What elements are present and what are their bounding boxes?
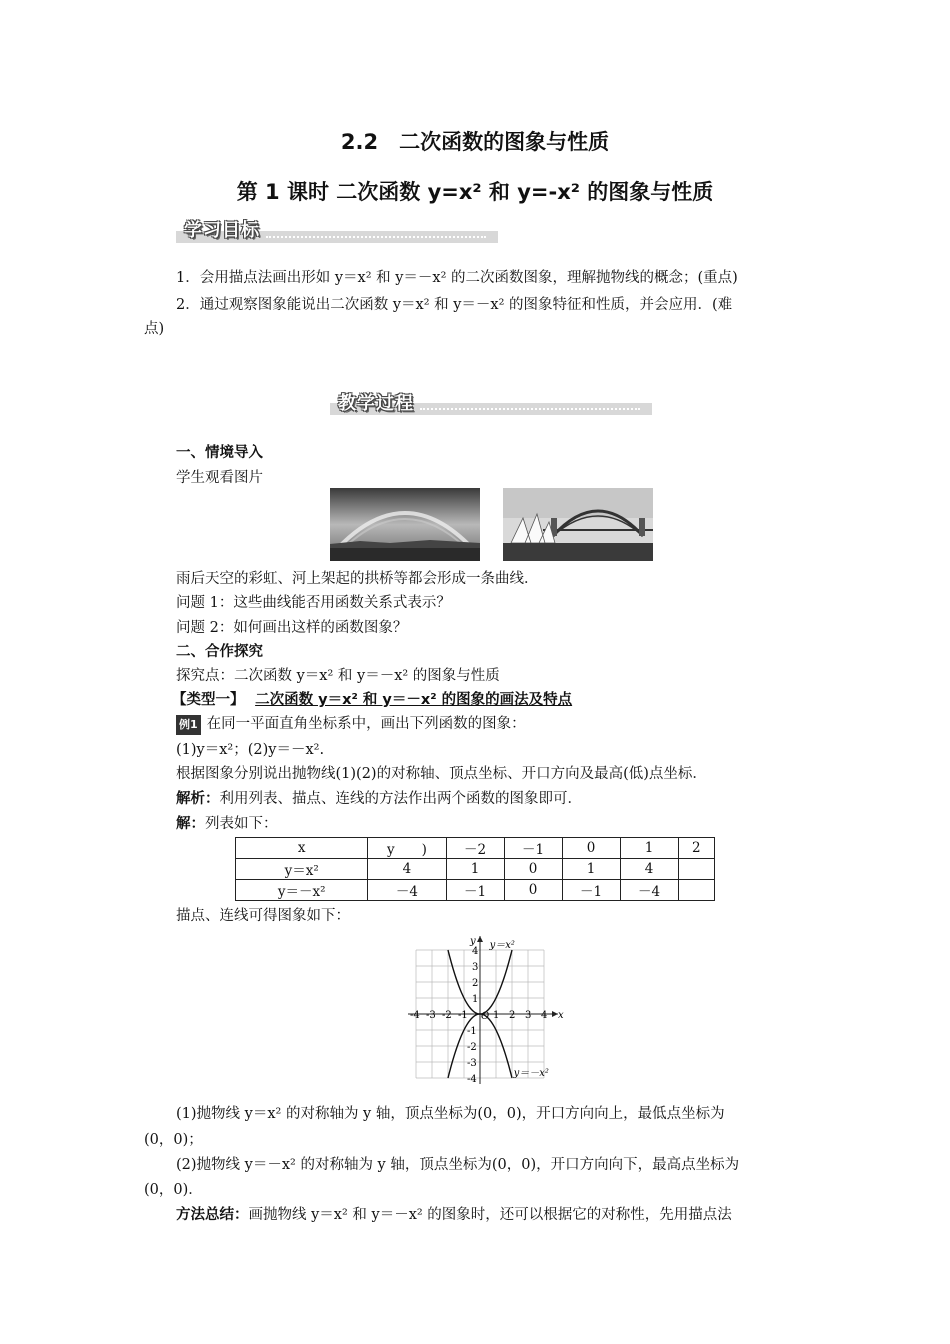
objective-1: 1．会用描点法画出形如 y＝x² 和 y＝－x² 的二次函数图象，理解抛物线的概念；(重点)	[176, 270, 738, 286]
bridge-photo	[503, 488, 653, 561]
badge-dots	[420, 408, 640, 410]
x-tick-label: 4	[541, 1010, 548, 1021]
answer-1: (1)抛物线 y＝x² 的对称轴为 y 轴，顶点坐标为(0，0)，开口方向向上，最低点坐标为	[176, 1106, 725, 1122]
y-tick-label: -4	[467, 1074, 477, 1085]
table-cell: －1	[562, 880, 620, 901]
curve-label-upper: y＝x²	[489, 940, 515, 951]
table-cell: －1	[504, 838, 562, 859]
table-header-row	[236, 838, 715, 859]
x-tick-label: 3	[525, 1010, 532, 1021]
method-label: 方法总结：	[176, 1207, 249, 1223]
explore-point: 探究点：二次函数 y＝x² 和 y＝－x² 的图象与性质	[176, 668, 500, 684]
plot-intro: 描点、连线可得图象如下：	[176, 908, 350, 924]
origin-label: O	[481, 1011, 490, 1022]
y-tick-label: -2	[467, 1042, 477, 1053]
table-cell: 2	[678, 838, 714, 859]
x-tick-label: 2	[509, 1010, 516, 1021]
analysis-line	[176, 789, 582, 809]
table-cell	[678, 859, 714, 880]
y-tick-label: 3	[472, 962, 479, 973]
table-cell	[678, 880, 714, 901]
table-cell: －4	[368, 880, 446, 901]
answer-2-cont: (0，0)．	[144, 1182, 203, 1198]
objective-2: 2．通过观察图象能说出二次函数 y＝x² 和 y＝－x² 的图象特征和性质，并会应用．(难	[176, 297, 733, 313]
table-cell: y＝x²	[236, 859, 368, 880]
objective-2-cont: 点)	[144, 321, 165, 337]
example-badge: 例1	[176, 715, 201, 735]
table-cell: 1	[562, 859, 620, 880]
values-table	[235, 837, 715, 901]
y-tick-label: -3	[467, 1058, 477, 1069]
table-cell: y )	[368, 838, 446, 859]
type-label: 【类型一】	[172, 692, 245, 708]
section-heading-2: 二、合作探究	[176, 644, 263, 660]
table-cell: －4	[620, 880, 678, 901]
type-title: 二次函数 y＝x² 和 y＝－x² 的图象的画法及特点	[255, 692, 573, 708]
example-line	[176, 714, 526, 735]
function-list: (1)y＝x²；(2)y＝－x².	[176, 742, 325, 758]
table-cell: 4	[368, 859, 446, 880]
table-cell: x	[236, 838, 368, 859]
page-title: 2.2 二次函数的图象与性质	[340, 130, 610, 154]
table-cell: 0	[562, 838, 620, 859]
question-2: 问题 2：如何画出这样的函数图象？	[176, 620, 408, 636]
solution-text: 列表如下：	[205, 816, 278, 832]
y-tick-label: 1	[472, 994, 479, 1005]
y-axis-label: y	[470, 936, 476, 947]
curve-label-lower: y＝－x²	[513, 1068, 549, 1079]
table-cell: 0	[504, 859, 562, 880]
image-caption: 雨后天空的彩虹、河上架起的拱桥等都会形成一条曲线．	[176, 571, 539, 587]
table-cell: y＝－x²	[236, 880, 368, 901]
example-question: 根据图象分别说出抛物线(1)(2)的对称轴、顶点坐标、开口方向及最高(低)点坐标．	[176, 766, 707, 782]
y-tick-label: -1	[467, 1026, 477, 1037]
badge-dots	[266, 236, 486, 238]
x-tick-label: -2	[442, 1010, 452, 1021]
table-cell: －1	[446, 880, 504, 901]
question-1: 问题 1：这些曲线能否用函数关系式表示？	[176, 595, 451, 611]
example-text: 在同一平面直角坐标系中，画出下列函数的图象：	[206, 716, 526, 732]
lesson-subtitle: 第 1 课时 二次函数 y=x² 和 y=-x² 的图象与性质	[236, 180, 714, 204]
table-row	[236, 880, 715, 901]
y-axis-arrow	[477, 936, 483, 942]
analysis-label: 解析：	[176, 791, 220, 807]
parabola-chart	[405, 924, 585, 1089]
y-tick-label: 4	[472, 946, 479, 957]
intro-text: 学生观看图片	[176, 470, 263, 486]
x-tick-label: 1	[493, 1010, 500, 1021]
solution-label: 解：	[176, 816, 205, 832]
table-row	[236, 859, 715, 880]
section-heading-1: 一、情境导入	[176, 445, 263, 461]
x-tick-label: -3	[426, 1010, 436, 1021]
method-summary	[176, 1205, 732, 1225]
process-badge: 教学过程	[338, 393, 414, 414]
table-cell: 1	[446, 859, 504, 880]
method-text: 画抛物线 y＝x² 和 y＝－x² 的图象时，还可以根据它的对称性，先用描点法	[248, 1207, 732, 1223]
table-cell: 1	[620, 838, 678, 859]
table-cell: 0	[504, 880, 562, 901]
objectives-badge: 学习目标	[184, 220, 260, 241]
y-tick-label: 2	[472, 978, 479, 989]
answer-1-cont: (0，0)；	[144, 1132, 203, 1148]
answer-2: (2)抛物线 y＝－x² 的对称轴为 y 轴，顶点坐标为(0，0)，开口方向向下，最高点坐标为	[176, 1157, 740, 1173]
rainbow-photo	[330, 488, 480, 561]
x-tick-label: -4	[410, 1010, 420, 1021]
table-cell: －2	[446, 838, 504, 859]
solution-line	[176, 814, 278, 834]
analysis-text: 利用列表、描点、连线的方法作出两个函数的图象即可．	[219, 791, 582, 807]
table-cell: 4	[620, 859, 678, 880]
x-axis-label: x	[558, 1010, 564, 1021]
type-heading	[172, 690, 572, 710]
x-tick-label: -1	[458, 1010, 468, 1021]
